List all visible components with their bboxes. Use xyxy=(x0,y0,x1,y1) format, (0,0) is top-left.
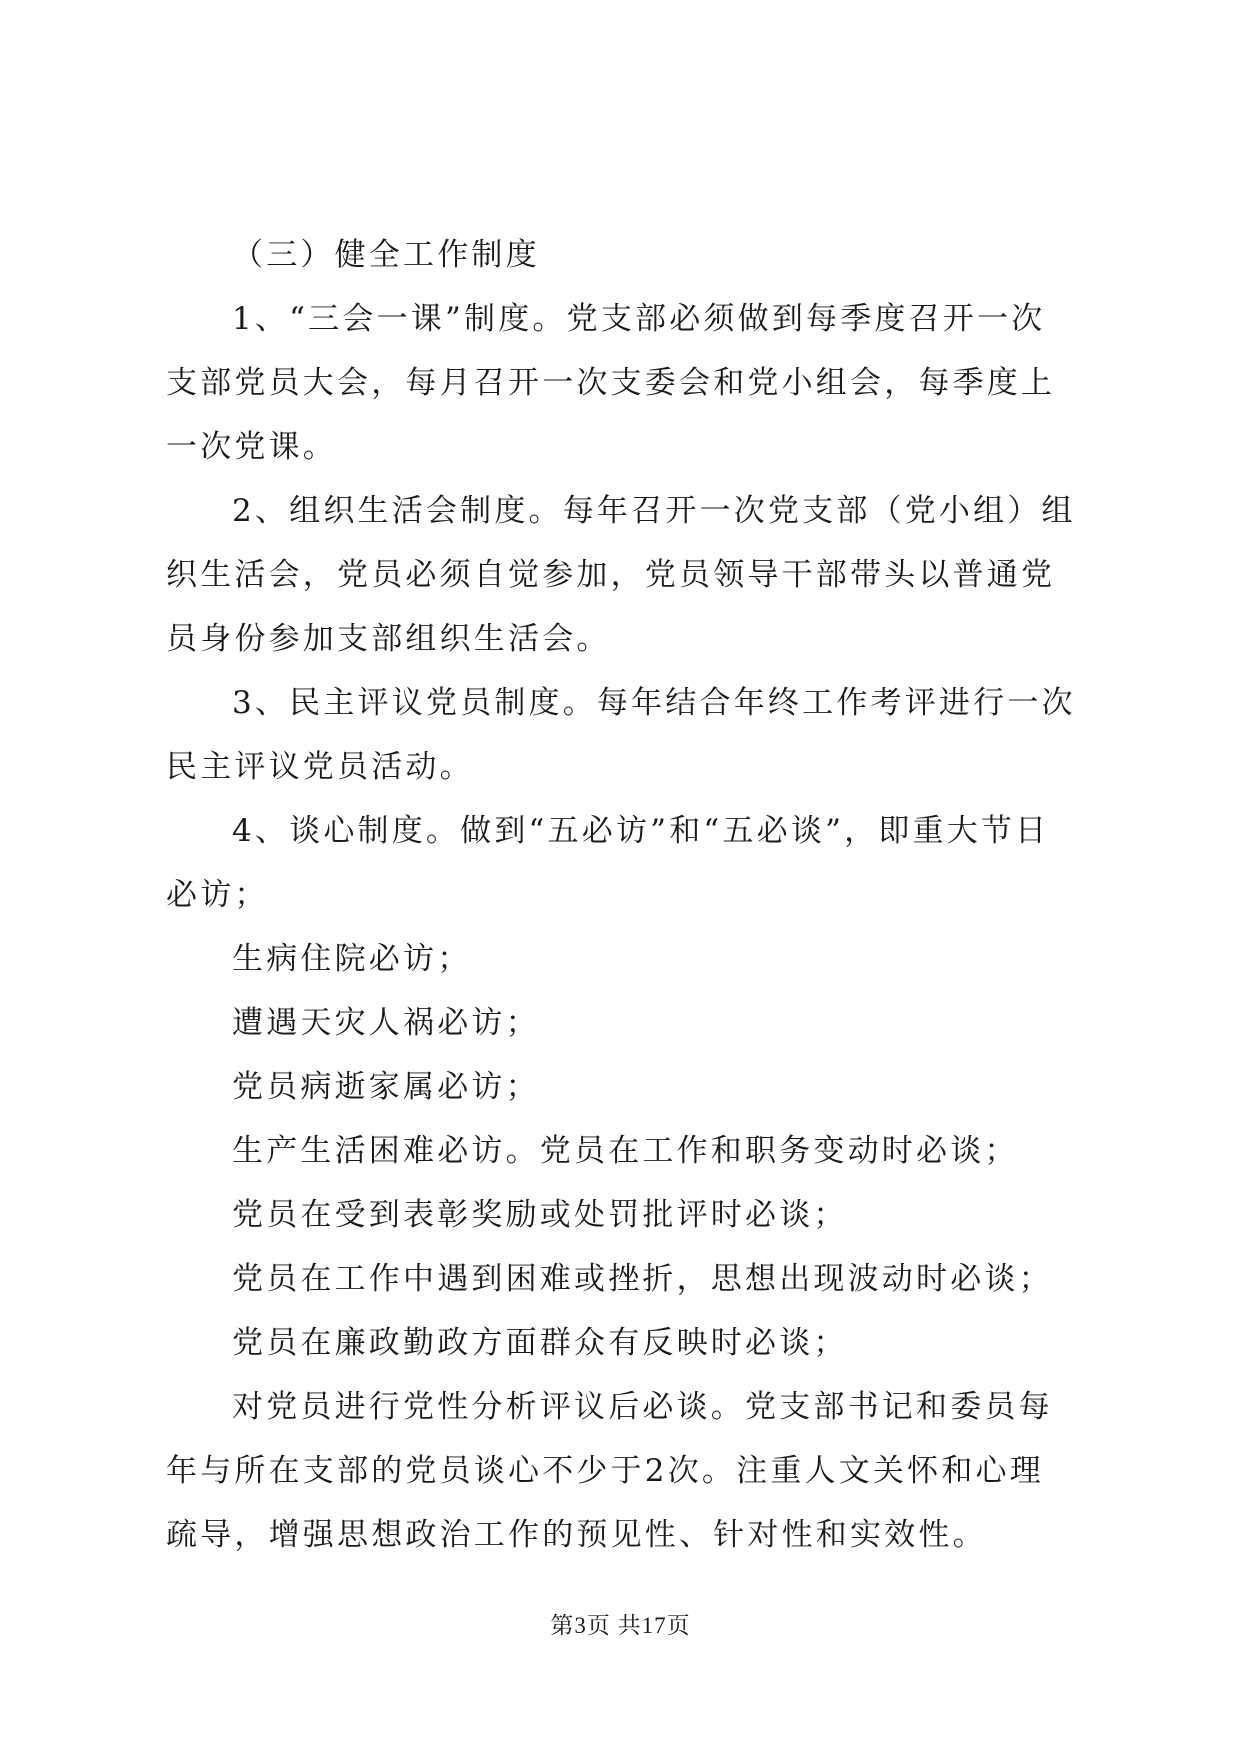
paragraph-1: 1、“三会一课”制度。党支部必须做到每季度召开一次支部党员大会，每月召开一次支委会和党小组会，每季度上一次党课。 xyxy=(166,301,1056,465)
paragraph-7: 党员病逝家属必访； xyxy=(232,1069,540,1105)
paragraph-3: 3、民主评议党员制度。每年结合年终工作考评进行一次民主评议党员活动。 xyxy=(166,685,1076,785)
paragraph-9: 党员在受到表彰奖励或处罚批评时必谈； xyxy=(232,1197,848,1233)
paragraph-11: 党员在廉政勤政方面群众有反映时必谈； xyxy=(232,1325,848,1361)
paragraph-2: 2、组织生活会制度。每年召开一次党支部（党小组）组织生活会，党员必须自觉参加，党员领导干部带头以普通党员身份参加支部组织生活会。 xyxy=(166,493,1076,657)
paragraph-10: 党员在工作中遇到困难或挫折，思想出现波动时必谈； xyxy=(232,1261,1053,1297)
paragraph-4: 4、谈心制度。做到“五必访”和“五必谈”，即重大节日必访； xyxy=(166,813,1050,913)
document-body xyxy=(166,223,1076,1567)
paragraph-5: 生病住院必访； xyxy=(232,941,472,977)
paragraph-6: 遭遇天灾人祸必访； xyxy=(232,1005,540,1041)
page-number-footer: 第3页 共17页 xyxy=(550,1613,691,1638)
paragraph-8: 生产生活困难必访。党员在工作和职务变动时必谈； xyxy=(232,1133,1019,1169)
paragraph-12: 对党员进行党性分析评议后必谈。党支部书记和委员每年与所在支部的党员谈心不少于2次。注重人文关怀和心理疏导，增强思想政治工作的预见性、针对性和实效性。 xyxy=(166,1389,1053,1553)
section-heading: （三）健全工作制度 xyxy=(232,237,540,273)
